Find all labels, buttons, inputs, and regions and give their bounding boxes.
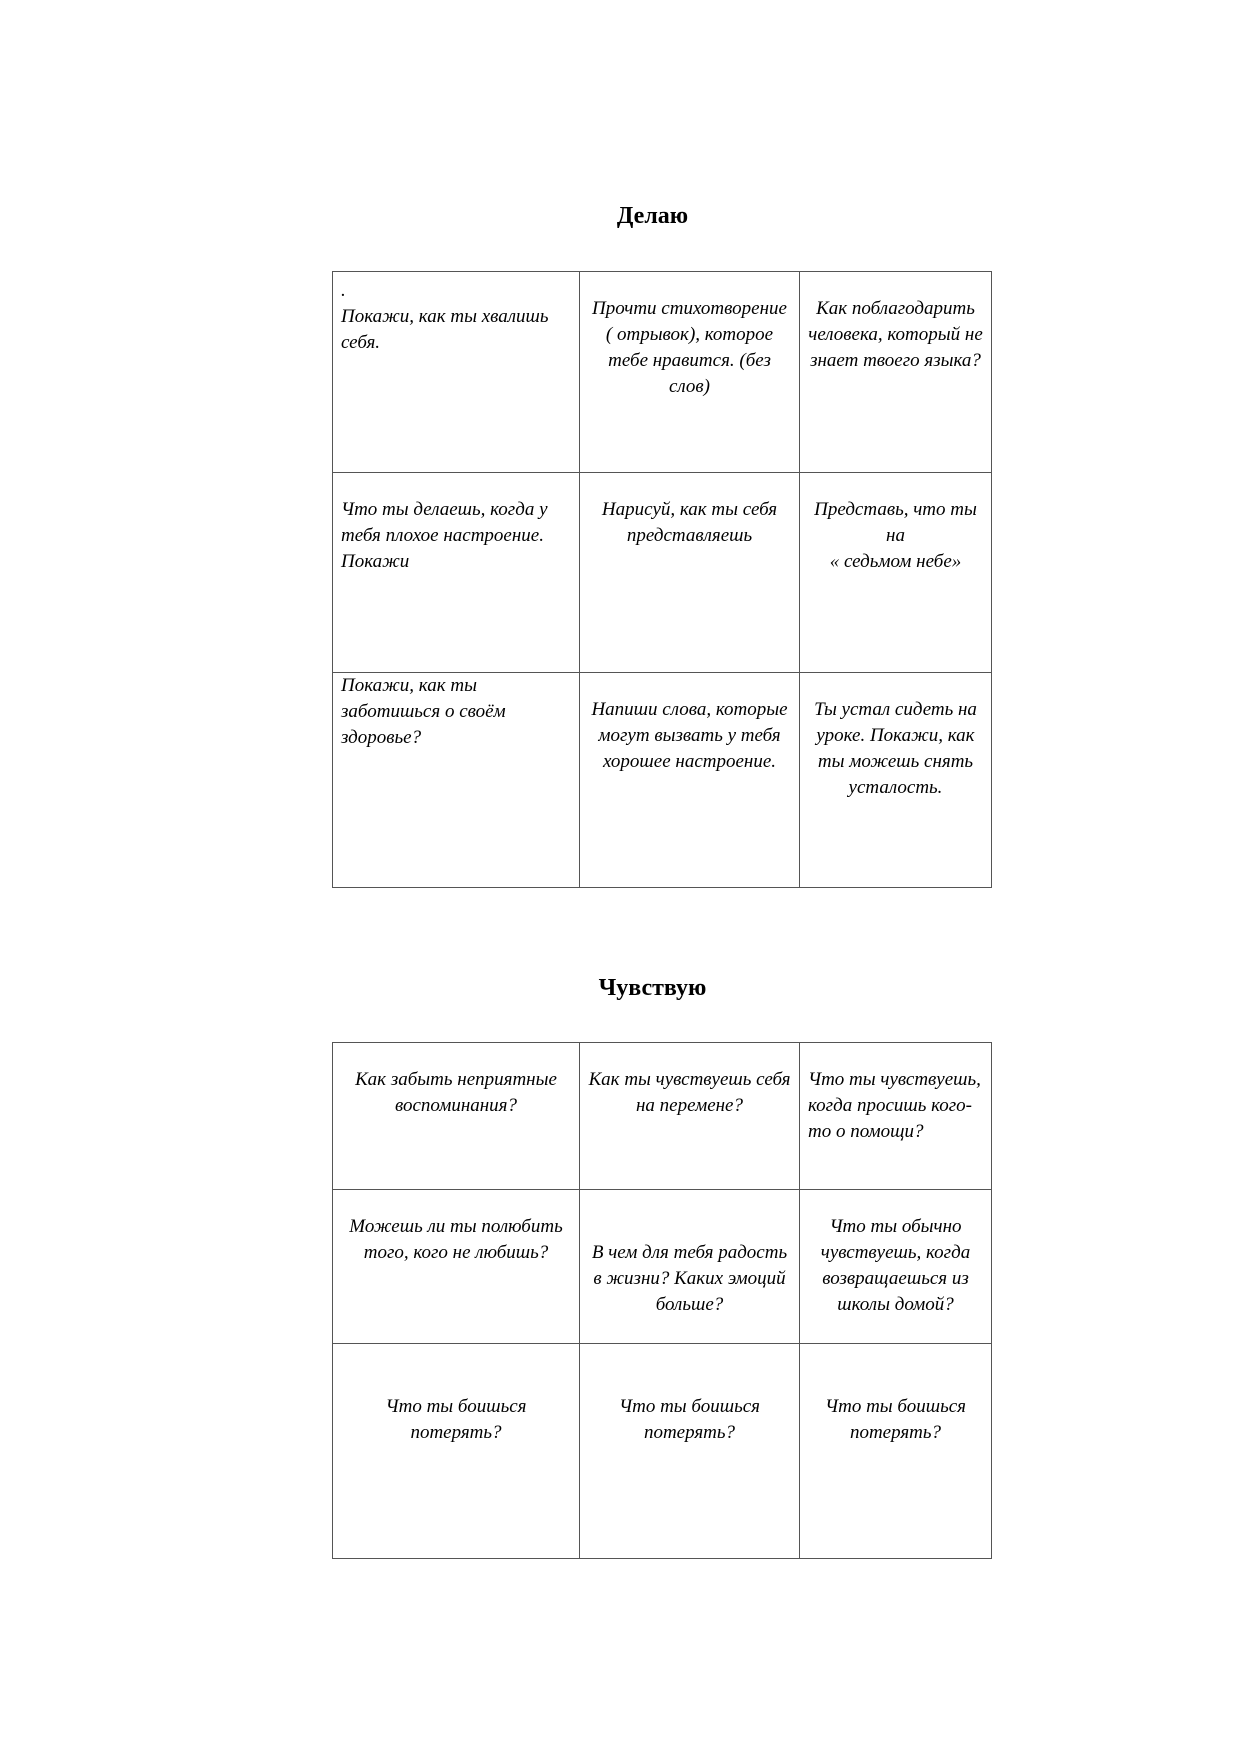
table-row [333,473,992,673]
task-cell: Что ты чувствуешь, когда просишь кого-то о помощи? [800,1043,992,1190]
task-cell: Что ты обычно чувствуешь, когда возвращаешься из школы домой? [800,1190,992,1344]
task-cell: Ты устал сидеть на уроке. Покажи, как ты можешь снять усталость. [800,673,992,888]
table-row [333,1344,992,1559]
task-cell: Что ты боишься потерять? [580,1344,800,1559]
task-cell: Как ты чувствуешь себя на перемене? [580,1043,800,1190]
task-cell: Прочти стихотворение ( отрывок), которое тебе нравится. (без слов) [580,272,800,473]
table-row [333,1043,992,1190]
task-cell: . Покажи, как ты хвалишь себя. [333,272,580,473]
task-cell: Покажи, как ты заботишься о своём здоровье? [333,673,580,888]
task-cell: Нарисуй, как ты себя представляешь [580,473,800,673]
task-cell: В чем для тебя радость в жизни? Каких эмоций больше? [580,1190,800,1344]
task-cell: Как забыть неприятные воспоминания? [333,1043,580,1190]
task-cell: Как поблагодарить человека, который не знает твоего языка? [800,272,992,473]
table-row [333,272,992,473]
task-table-chuvstvuyu [332,1042,992,1559]
task-cell: Напиши слова, которые могут вызвать у тебя хорошее настроение. [580,673,800,888]
table-row [333,1190,992,1344]
table-row [333,673,992,888]
task-cell: Представь, что ты на « седьмом небе» [800,473,992,673]
task-cell: Что ты боишься потерять? [333,1344,580,1559]
task-cell: Что ты боишься потерять? [800,1344,992,1559]
section-title-delayu: Делаю [616,203,689,229]
task-table-delayu [332,271,992,888]
section-title-chuvstvuyu: Чувствую [598,975,707,1001]
task-cell: Можешь ли ты полюбить того, кого не любишь? [333,1190,580,1344]
task-cell: Что ты делаешь, когда у тебя плохое настроение. Покажи [333,473,580,673]
